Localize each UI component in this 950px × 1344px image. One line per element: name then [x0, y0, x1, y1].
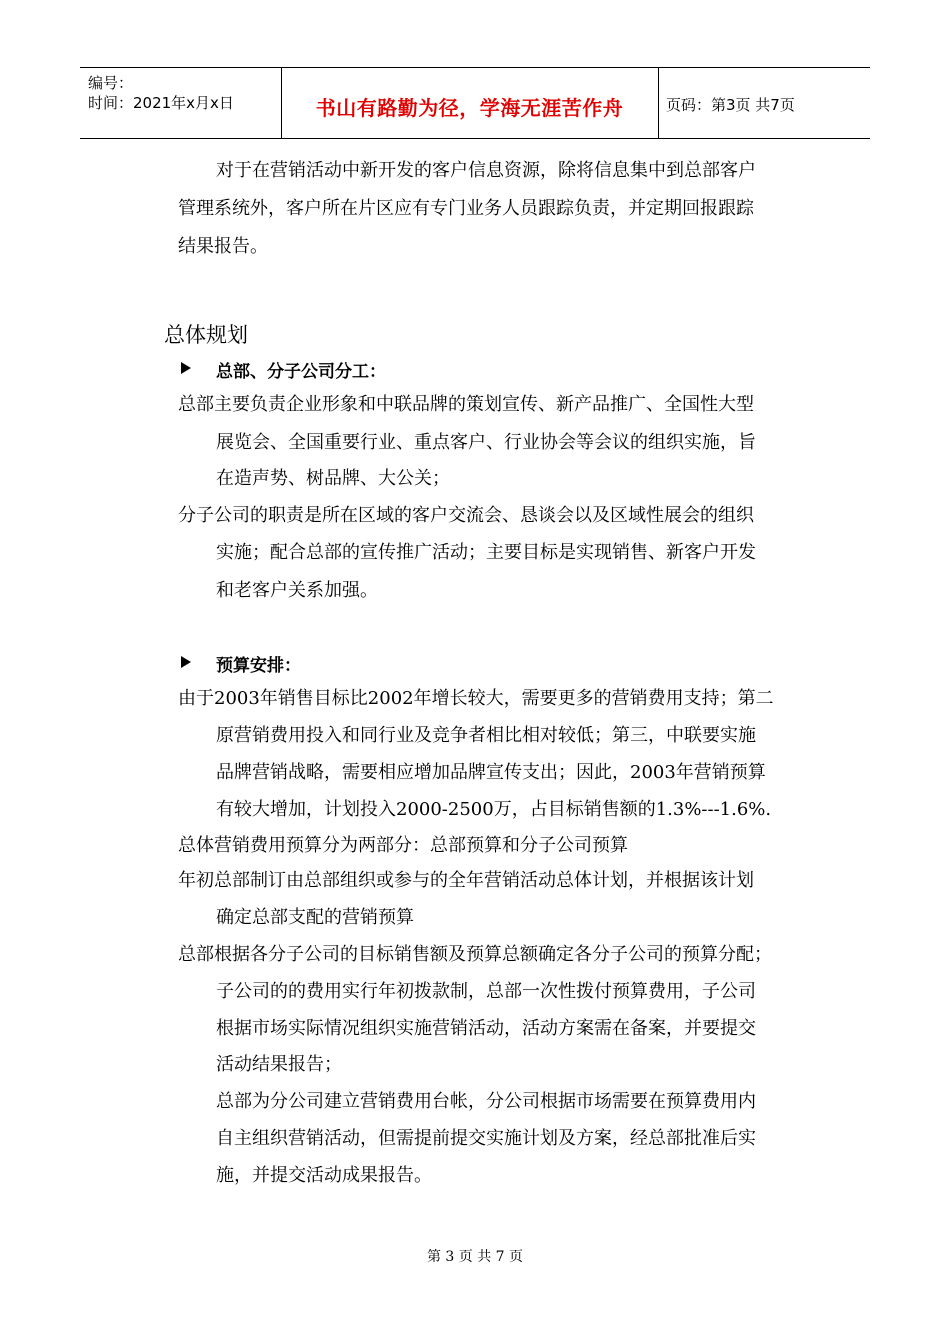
intro-line: 管理系统外，客户所在片区应有专门业务人员跟踪负责，并定期回报跟踪: [178, 198, 754, 219]
budget-line: 总体营销费用预算分为两部分：总部预算和分子公司预算: [178, 835, 628, 856]
division-line: 在造声势、树品牌、大公关；: [216, 468, 450, 489]
budget-line: 由于2003年销售目标比2002年增长较大，需要更多的营销费用支持；第二: [178, 688, 774, 709]
page-header: [80, 67, 870, 139]
budget-line: 总部为分公司建立营销费用台帐，分公司根据市场需要在预算费用内: [216, 1091, 756, 1112]
budget-line: 原营销费用投入和同行业及竞争者相比相对较低；第三，中联要实施: [216, 725, 756, 746]
division-line: 分子公司的职责是所在区域的客户交流会、恳谈会以及区域性展会的组织: [178, 505, 754, 526]
header-page-number: 页码：第3页 共7页: [666, 96, 795, 114]
budget-line: 年初总部制订由总部组织或参与的全年营销活动总体计划，并根据该计划: [178, 870, 754, 891]
division-line: 总部主要负责企业形象和中联品牌的策划宣传、新产品推广、全国性大型: [178, 394, 754, 415]
budget-line: 施，并提交活动成果报告。: [216, 1165, 432, 1186]
budget-line: 确定总部支配的营销预算: [216, 907, 414, 928]
page-footer: 第 3 页 共 7 页: [426, 1249, 524, 1265]
division-heading: 总部、分子公司分工：: [216, 362, 386, 382]
header-motto-cell: [281, 68, 659, 138]
header-page-cell: [658, 68, 870, 138]
budget-line: 总部根据各分子公司的目标销售额及预算总额确定各分子公司的预算分配；: [178, 944, 772, 965]
header-motto: 书山有路勤为径，学海无涯苦作舟: [315, 96, 624, 120]
section-title: 总体规划: [164, 323, 248, 347]
budget-line: 品牌营销战略，需要相应增加品牌宣传支出；因此，2003年营销预算: [216, 762, 766, 783]
budget-line: 有较大增加，计划投入2000-2500万，占目标销售额的1.3%---1.6%.: [216, 799, 772, 820]
division-line: 实施；配合总部的宣传推广活动；主要目标是实现销售、新客户开发: [216, 542, 756, 563]
arrow-bullet-icon: [181, 656, 191, 668]
intro-line: 对于在营销活动中新开发的客户信息资源，除将信息集中到总部客户: [216, 160, 756, 181]
intro-line: 结果报告。: [178, 236, 268, 257]
budget-heading: 预算安排：: [216, 656, 301, 676]
budget-line: 自主组织营销活动，但需提前提交实施计划及方案，经总部批准后实: [216, 1128, 756, 1149]
budget-line: 根据市场实际情况组织实施营销活动，活动方案需在备案，并要提交: [216, 1018, 756, 1039]
header-meta-cell: [80, 68, 282, 138]
document-number-label: 编号：: [88, 74, 134, 92]
division-line: 展览会、全国重要行业、重点客户、行业协会等会议的组织实施，旨: [216, 432, 756, 453]
division-line: 和老客户关系加强。: [216, 580, 378, 601]
document-time-label: 时间：2021年x月x日: [88, 94, 234, 112]
budget-line: 活动结果报告；: [216, 1054, 342, 1075]
budget-line: 子公司的的费用实行年初拨款制，总部一次性拨付预算费用，子公司: [216, 981, 756, 1002]
arrow-bullet-icon: [181, 362, 191, 374]
